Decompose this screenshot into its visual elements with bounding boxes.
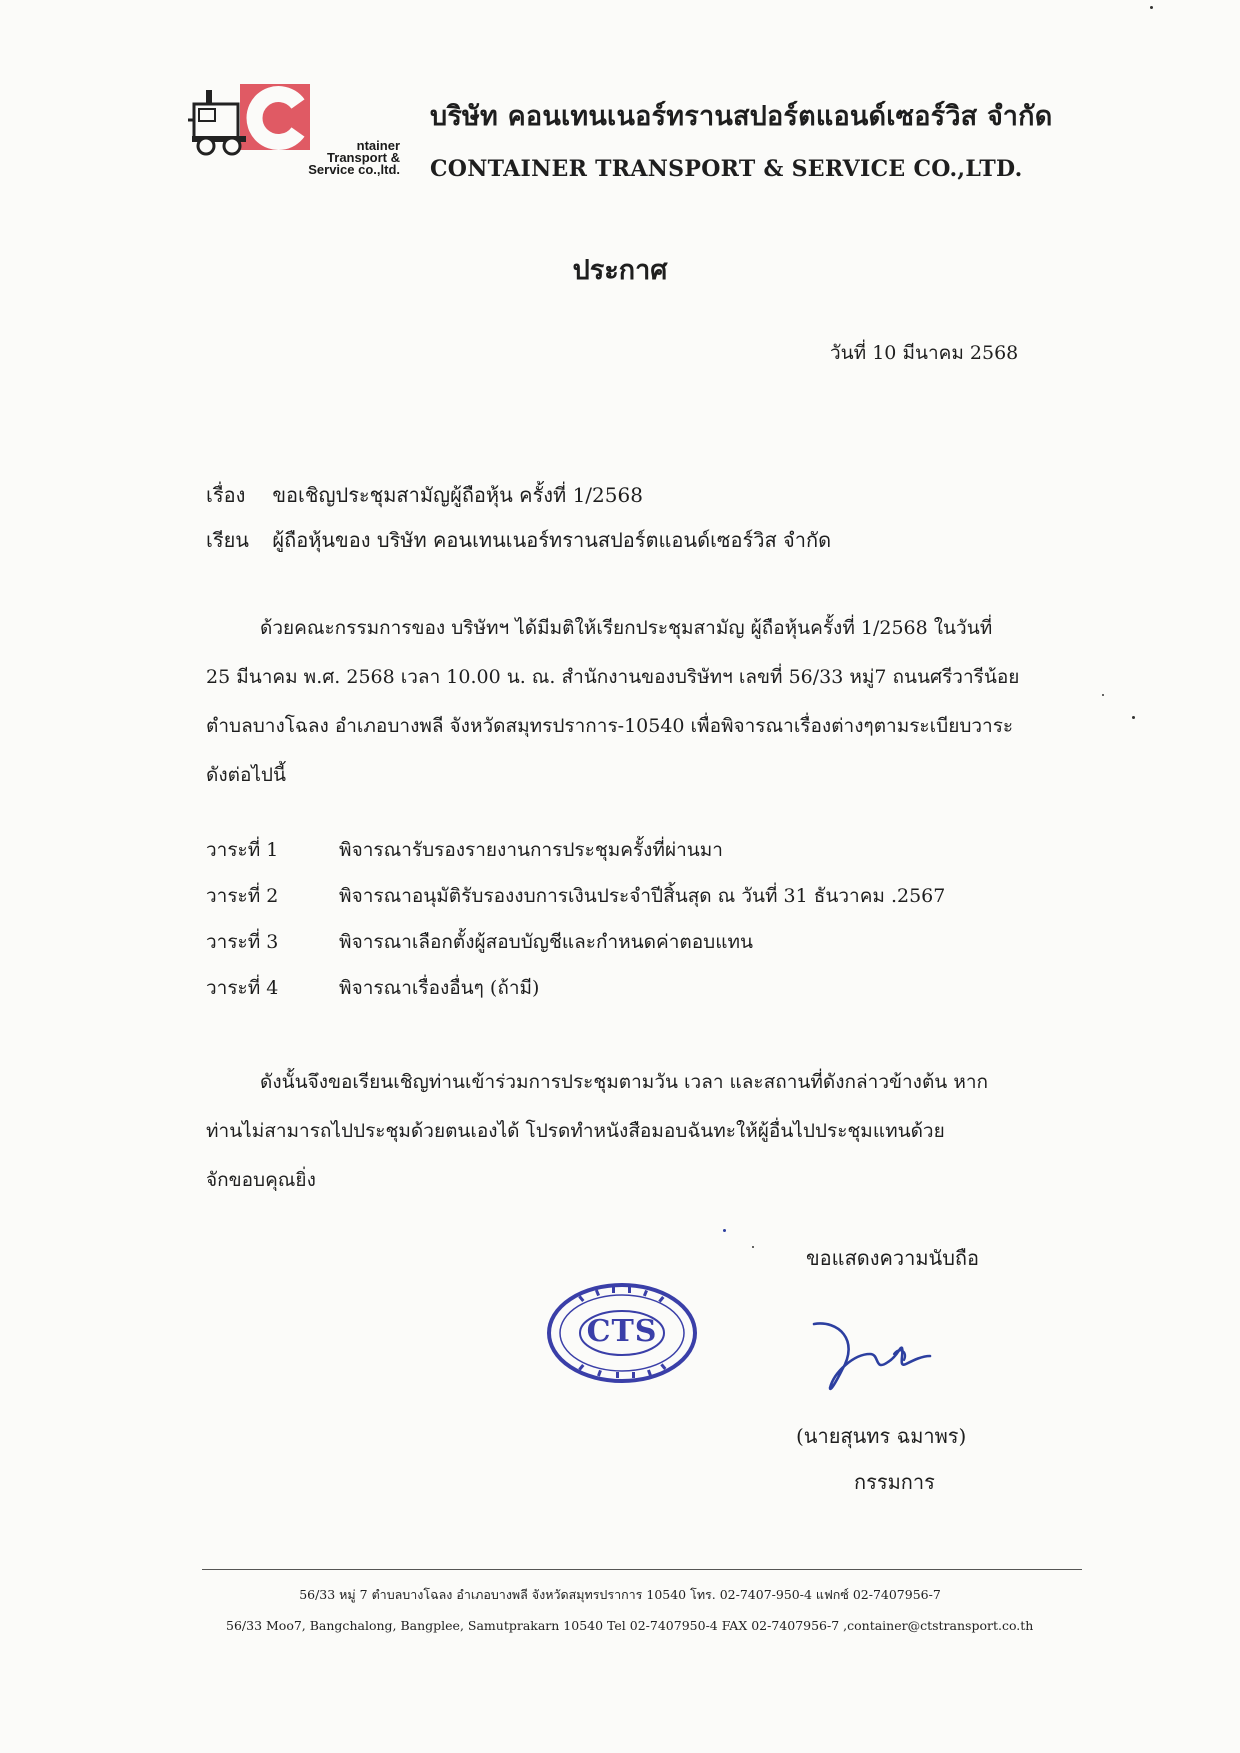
- paragraph-line: จักขอบคุณยิ่ง: [206, 1169, 316, 1191]
- scan-speck: [1102, 694, 1104, 696]
- company-seal: [546, 1282, 698, 1384]
- footer-address-thai: 56/33 หมู่ 7 ตำบลบางโฉลง อำเภอบางพลี จังหวัดสมุทรปราการ 10540 โทร. 02-7407-950-4 แฟกซ์ 02-7407956-7: [299, 1587, 941, 1602]
- logo-wordmark: [242, 140, 400, 176]
- signature-mark: [808, 1310, 934, 1394]
- company-logo: [186, 82, 400, 192]
- subject-label: เรื่อง: [206, 483, 246, 507]
- subject-line: [206, 479, 643, 511]
- agenda-item: [206, 970, 945, 1016]
- signer-title: กรรมการ: [854, 1470, 935, 1494]
- agenda-text: พิจารณาเรื่องอื่นๆ (ถ้ามี): [339, 977, 540, 999]
- paragraph-line: ดังนั้นจึงขอเรียนเชิญท่านเข้าร่วมการประชุมตามวัน เวลา และสถานที่ดังกล่าวข้างต้น หาก: [260, 1071, 989, 1093]
- paragraph-line: ดังต่อไปนี้: [206, 764, 286, 786]
- scan-speck: [723, 1229, 726, 1232]
- recipient-line: [206, 524, 831, 556]
- agenda-item: [206, 878, 945, 924]
- document-date: วันที่ 10 มีนาคม 2568: [830, 342, 1019, 364]
- company-name-english: CONTAINER TRANSPORT & SERVICE CO.,LTD.: [430, 156, 1023, 182]
- agenda-text: พิจารณาเลือกตั้งผู้สอบบัญชีและกำหนดค่าตอบแทน: [339, 931, 753, 953]
- agenda-text: พิจารณารับรองรายงานการประชุมครั้งที่ผ่านมา: [339, 839, 723, 861]
- agenda-list: [206, 832, 945, 1016]
- paragraph-line: ด้วยคณะกรรมการของ บริษัทฯ ได้มีมติให้เรียกประชุมสามัญ ผู้ถือหุ้นครั้งที่ 1/2568 ในวันที่: [260, 617, 993, 639]
- agenda-item: [206, 924, 945, 970]
- paragraph-line: 25 มีนาคม พ.ศ. 2568 เวลา 10.00 น. ณ. สำนักงานของบริษัทฯ เลขที่ 56/33 หมู่7 ถนนศรีวารีน้อย: [206, 666, 1020, 688]
- agenda-text: พิจารณาอนุมัติรับรองงบการเงินประจำปีสิ้นสุด ณ วันที่ 31 ธันวาคม .2567: [339, 885, 946, 907]
- scan-speck: [1132, 716, 1135, 719]
- footer-address-english: 56/33 Moo7, Bangchalong, Bangplee, Samutprakarn 10540 Tel 02-7407950-4 FAX 02-7407956-7 ,container@ctstransport.co.th: [226, 1618, 1034, 1633]
- invitation-paragraph: [206, 604, 1106, 800]
- agenda-number: วาระที่ 1: [206, 839, 279, 861]
- logo-line3: Service co.,ltd.: [308, 162, 400, 177]
- company-name-thai: บริษัท คอนเทนเนอร์ทรานสปอร์ตแอนด์เซอร์วิส จำกัด: [430, 101, 1053, 132]
- footer-divider: [202, 1569, 1082, 1570]
- paragraph-line: ตำบลบางโฉลง อำเภอบางพลี จังหวัดสมุทรปราการ-10540 เพื่อพิจารณาเรื่องต่างๆตามระเบียบวาระ: [206, 715, 1014, 737]
- logo-line2: Transport &: [327, 150, 400, 165]
- seal-text: CTS: [586, 1314, 658, 1349]
- agenda-number: วาระที่ 2: [206, 885, 279, 907]
- closing-paragraph: [206, 1058, 1106, 1205]
- recipient-label: เรียน: [206, 528, 249, 552]
- agenda-number: วาระที่ 4: [206, 977, 279, 999]
- agenda-number: วาระที่ 3: [206, 931, 279, 953]
- subject-text: ขอเชิญประชุมสามัญผู้ถือหุ้น ครั้งที่ 1/2568: [272, 483, 643, 507]
- recipient-text: ผู้ถือหุ้นของ บริษัท คอนเทนเนอร์ทรานสปอร์ตแอนด์เซอร์วิส จำกัด: [272, 528, 832, 552]
- logo-line1: ntainer: [356, 138, 400, 153]
- paragraph-line: ท่านไม่สามารถไปประชุมด้วยตนเองได้ โปรดทำหนังสือมอบฉันทะให้ผู้อื่นไปประชุมแทนด้วย: [206, 1120, 945, 1142]
- closing-salutation: ขอแสดงความนับถือ: [806, 1246, 980, 1270]
- scan-speck: [1150, 6, 1153, 9]
- signer-name: (นายสุนทร ฉมาพร): [796, 1424, 967, 1448]
- agenda-item: [206, 832, 945, 878]
- scan-speck: [752, 1246, 754, 1248]
- document-title: ประกาศ: [572, 255, 668, 286]
